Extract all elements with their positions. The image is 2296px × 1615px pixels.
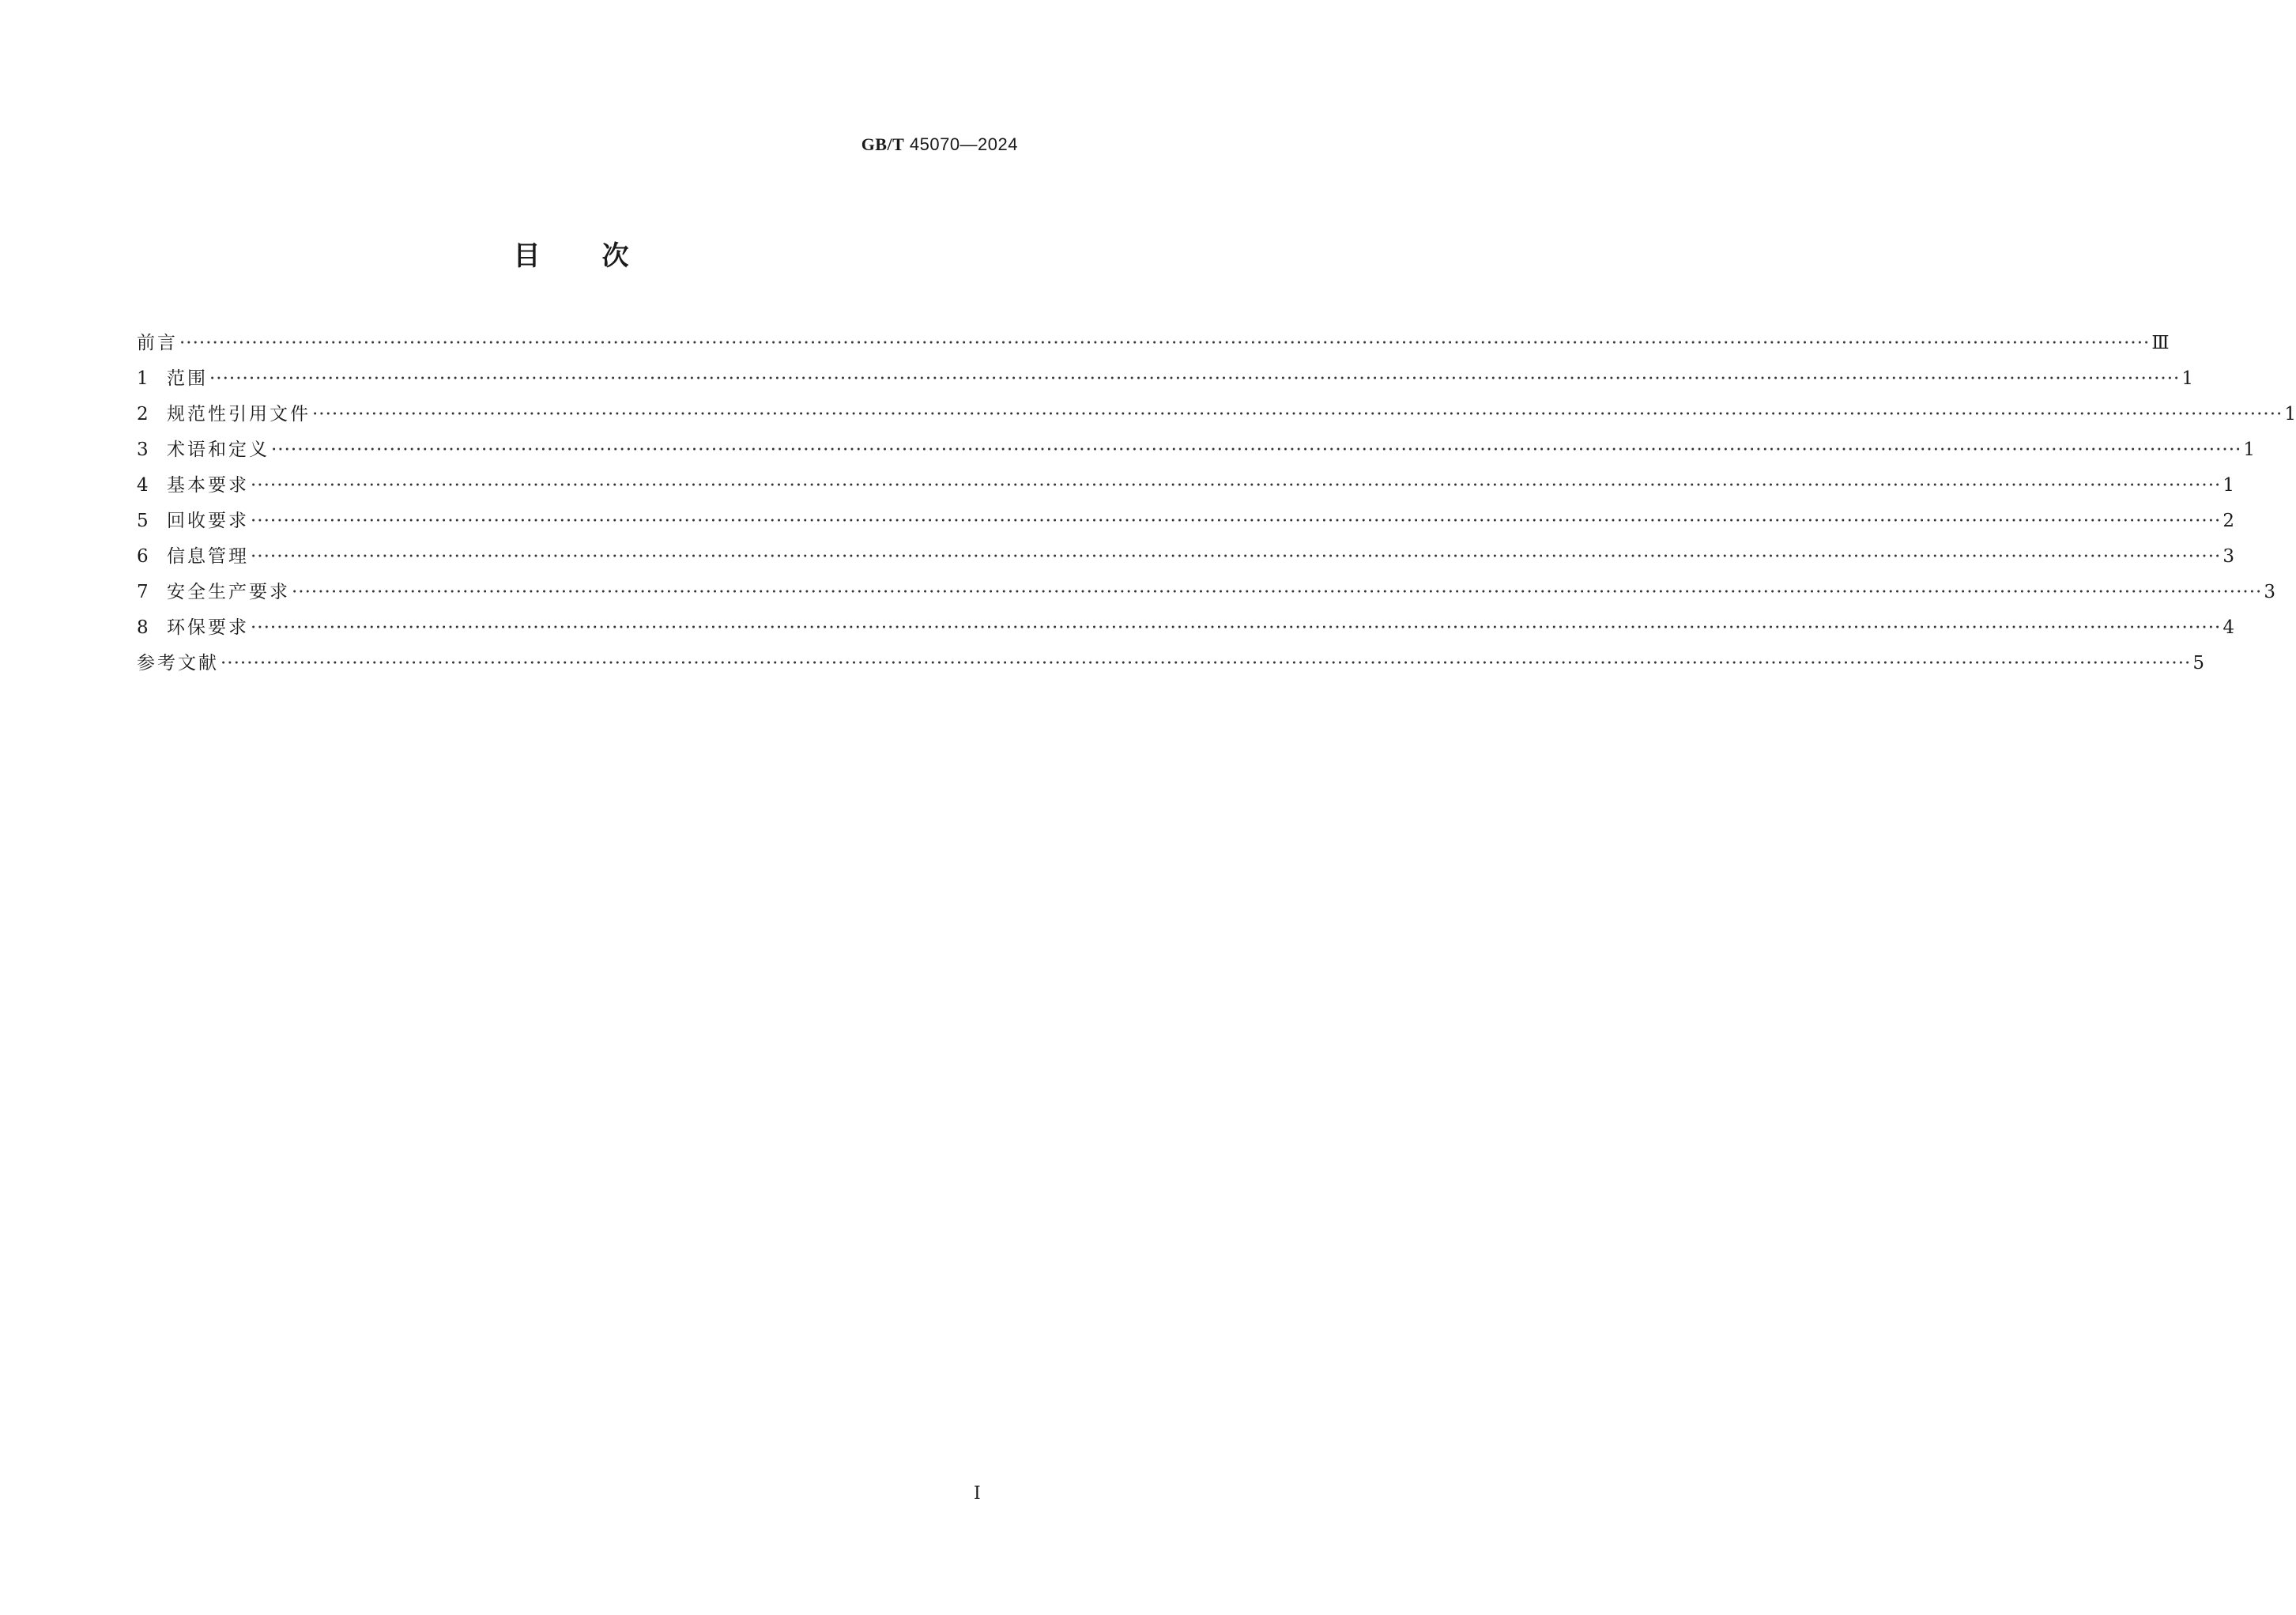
toc-entry-number: 1	[137, 368, 149, 389]
toc-entry-label: 术语和定义	[167, 440, 270, 460]
toc-entry-6[interactable]	[137, 539, 2234, 575]
standard-code-prefix: GB/T	[861, 134, 905, 154]
toc-entry-page: 4	[2222, 617, 2234, 638]
toc-entry-label: 前言	[137, 333, 178, 353]
table-of-contents	[137, 326, 2296, 681]
toc-entry-page: 3	[2264, 582, 2275, 602]
toc-leader-dots: ············································································································································································································································································································	[251, 546, 2222, 567]
toc-leader-dots: ············································································································································································································································································································	[209, 368, 2181, 389]
toc-leader-dots: ············································································································································································································································································································	[271, 440, 2242, 460]
toc-title: 目次	[513, 240, 691, 272]
toc-entry-label: 安全生产要求	[167, 582, 290, 602]
toc-entry-2[interactable]	[137, 397, 2296, 432]
toc-entry-page: 1	[2222, 475, 2234, 496]
toc-leader-dots: ············································································································································································································································································································	[221, 653, 2192, 674]
toc-entry-number: 8	[137, 617, 149, 638]
toc-entry-label: 基本要求	[167, 475, 249, 496]
toc-entry-8[interactable]	[137, 610, 2234, 646]
toc-leader-dots: ············································································································································································································································································································	[251, 511, 2222, 531]
toc-entry-page: 1	[2243, 440, 2255, 460]
standard-code-number: 45070—2024	[904, 134, 1018, 154]
toc-leader-dots: ············································································································································································································································································································	[312, 404, 2283, 425]
toc-entry-label: 环保要求	[167, 617, 249, 638]
toc-entry-7[interactable]	[137, 575, 2275, 610]
toc-entry-label: 范围	[167, 368, 208, 389]
toc-entry-number: 6	[137, 546, 149, 567]
toc-entry-number: 4	[137, 475, 149, 496]
toc-entry-label: 参考文献	[137, 653, 219, 674]
toc-entry-4[interactable]	[137, 468, 2234, 504]
toc-entry-bibliography[interactable]	[137, 646, 2204, 681]
toc-entry-label: 回收要求	[167, 511, 249, 531]
standard-code	[861, 134, 1018, 155]
toc-entry-1[interactable]	[137, 361, 2193, 397]
toc-entry-page: 5	[2192, 653, 2204, 674]
toc-leader-dots: ············································································································································································································································································································	[292, 582, 2263, 602]
toc-entry-page: 1	[2181, 368, 2193, 389]
toc-entry-number: 7	[137, 582, 149, 602]
toc-leader-dots: ············································································································································································································································································································	[251, 475, 2222, 496]
page-number: Ⅰ	[974, 1483, 981, 1503]
toc-entry-page: Ⅲ	[2151, 333, 2170, 353]
toc-entry-page: 3	[2222, 546, 2234, 567]
toc-entry-page: 2	[2222, 511, 2234, 531]
toc-entry-3[interactable]	[137, 432, 2255, 468]
toc-entry-number: 3	[137, 440, 149, 460]
toc-entry-label: 规范性引用文件	[167, 404, 311, 425]
toc-entry-foreword[interactable]	[137, 326, 2170, 361]
toc-leader-dots: ············································································································································································································································································································	[251, 617, 2222, 638]
toc-entry-page: 1	[2284, 404, 2296, 425]
toc-entry-number: 5	[137, 511, 149, 531]
toc-entry-number: 2	[137, 404, 149, 425]
toc-entry-5[interactable]	[137, 504, 2234, 539]
toc-leader-dots: ············································································································································································································································································································	[179, 333, 2151, 353]
toc-entry-label: 信息管理	[167, 546, 249, 567]
